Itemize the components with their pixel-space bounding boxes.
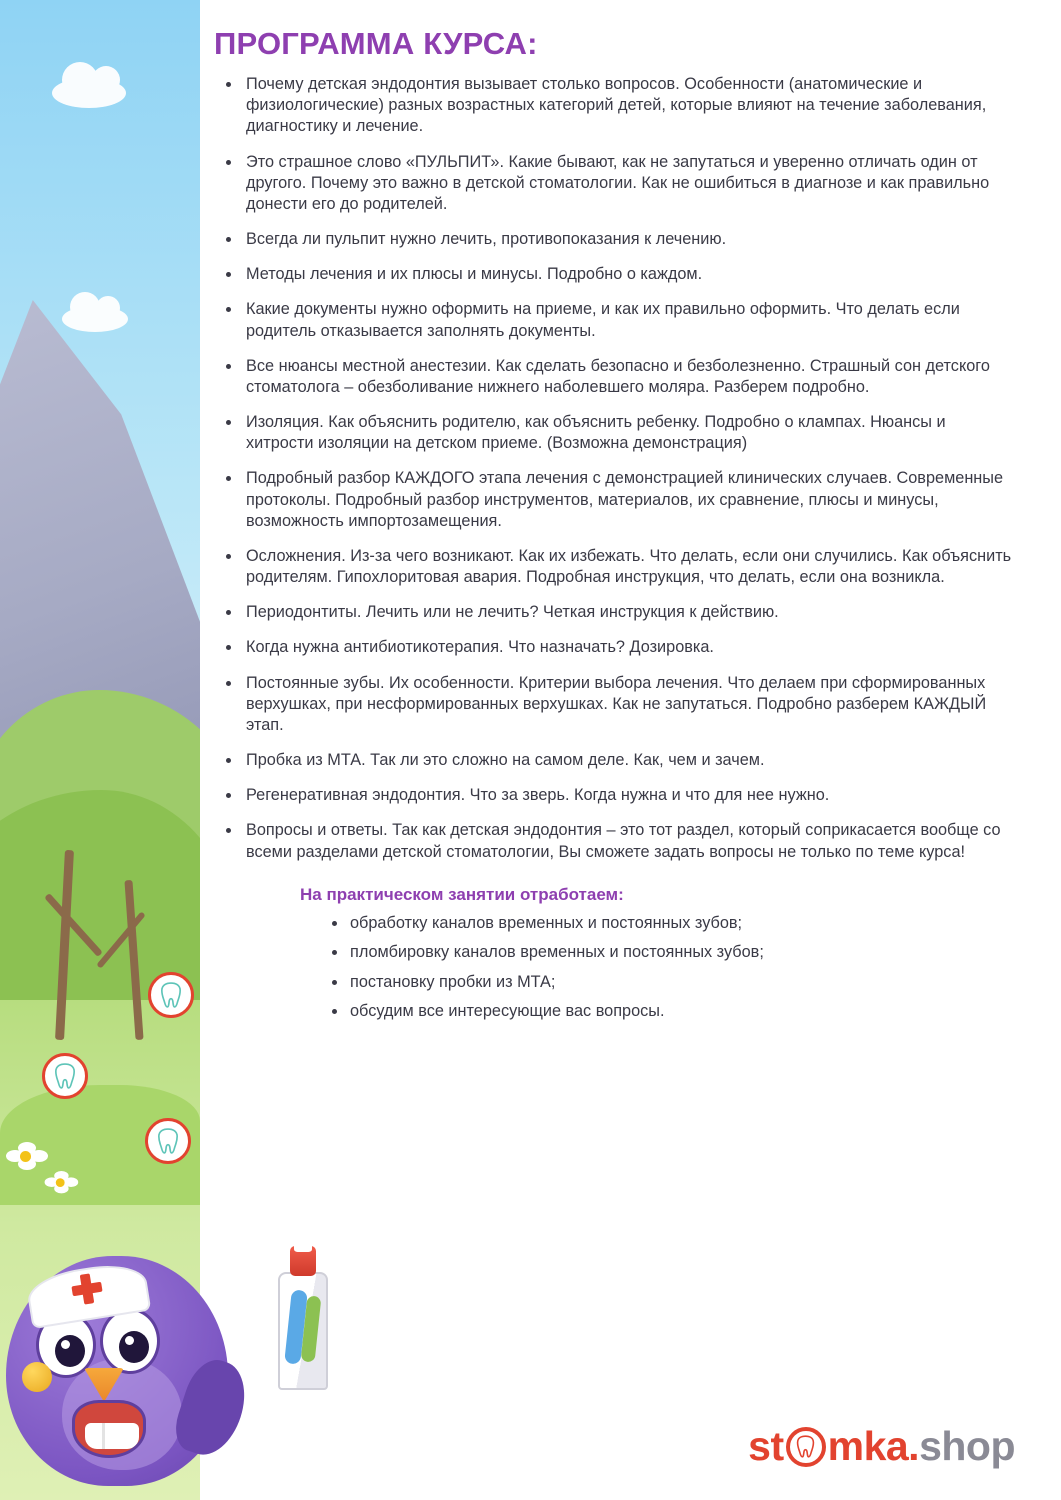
list-item: обсудим все интересующие вас вопросы. (324, 1001, 1017, 1021)
flower-icon (6, 1142, 52, 1172)
owl-eye-right (100, 1308, 160, 1374)
list-item: Пробка из МТА. Так ли это сложно на самом деле. Как, чем и зачем. (218, 750, 1017, 771)
cloud-icon (52, 78, 126, 108)
list-item: Подробный разбор КАЖДОГО этапа лечения с демонстрацией клинических случаев. Современные протоколы. Подробный разбор инструментов, материалов, их сравнение, плюсы и минусы, возможность импортозамещения. (218, 468, 1017, 532)
list-item: Какие документы нужно оформить на приеме, и как их правильно оформить. Что делать если родитель отказывается заполнять документы. (218, 299, 1017, 341)
tooth-icon (786, 1427, 826, 1467)
list-item: Все нюансы местной анестезии. Как сделать безопасно и безболезненно. Страшный сон детского стоматолога – обезболивание нижнего наболевшего моляра. Разберем подробно. (218, 356, 1017, 398)
list-item: Периодонтиты. Лечить или не лечить? Четкая инструкция к действию. (218, 602, 1017, 623)
program-list (218, 74, 1017, 863)
list-item: Это страшное слово «ПУЛЬПИТ». Какие бывают, как не запутаться и уверенно отличать один от другого. Почему это важно в детской стоматологии. Как не ошибиться в диагнозе и как правильно донести его до родителей. (218, 152, 1017, 216)
practice-section (300, 885, 1017, 1021)
list-item: Постоянные зубы. Их особенности. Критерии выбора лечения. Что делаем при сформированных верхушках, при несформированных верхушках. Как не запутаться. Подробно разберем КАЖДЫЙ этап. (218, 673, 1017, 737)
list-item: Регенеративная эндодонтия. Что за зверь. Когда нужна и что для нее нужно. (218, 785, 1017, 806)
tooth-icon (148, 972, 194, 1018)
tooth-icon (42, 1053, 88, 1099)
practice-list (324, 913, 1017, 1021)
cloud-icon (62, 306, 128, 332)
list-item: пломбировку каналов временных и постоянных зубов; (324, 942, 1017, 962)
logo-text-part3: shop (919, 1423, 1015, 1469)
list-item: Методы лечения и их плюсы и минусы. Подробно о каждом. (218, 264, 1017, 285)
main-content (200, 0, 1061, 1500)
tooth-icon (145, 1118, 191, 1164)
page-title: ПРОГРАММА КУРСА: (214, 26, 538, 61)
bell-ornament (22, 1362, 52, 1392)
list-item: Всегда ли пульпит нужно лечить, противопоказания к лечению. (218, 229, 1017, 250)
logo-text-part1: st (748, 1423, 784, 1469)
logo-text-part2: mka. (827, 1423, 920, 1469)
flower-icon (45, 1171, 82, 1195)
list-item: Когда нужна антибиотикотерапия. Что назначать? Дозировка. (218, 637, 1017, 658)
list-item: Изоляция. Как объяснить родителю, как объяснить ребенку. Подробно о клампах. Нюансы и хитрости изоляции на детском приеме. (Возможна демонстрация) (218, 412, 1017, 454)
list-item: Почему детская эндодонтия вызывает столько вопросов. Особенности (анатомические и физиологические) разных возрастных категорий детей, которые влияют на течение заболевания, диагностику и лечение. (218, 74, 1017, 138)
list-item: Вопросы и ответы. Так как детская эндодонтия – это тот раздел, который соприкасается вообще со всеми разделами детской стоматологии, Вы сможете задать вопросы не только по теме курса! (218, 820, 1017, 862)
practice-heading: На практическом занятии отработаем: (300, 884, 624, 904)
owl-mouth (72, 1400, 146, 1458)
list-item: Осложнения. Из-за чего возникают. Как их избежать. Что делать, если они случились. Как объяснить родителям. Гипохлоритовая авария. Подробная инструкция, что делать, если она возникла. (218, 546, 1017, 588)
brand-logo (748, 1423, 1015, 1470)
list-item: постановку пробки из МТА; (324, 972, 1017, 992)
list-item: обработку каналов временных и постоянных зубов; (324, 913, 1017, 933)
